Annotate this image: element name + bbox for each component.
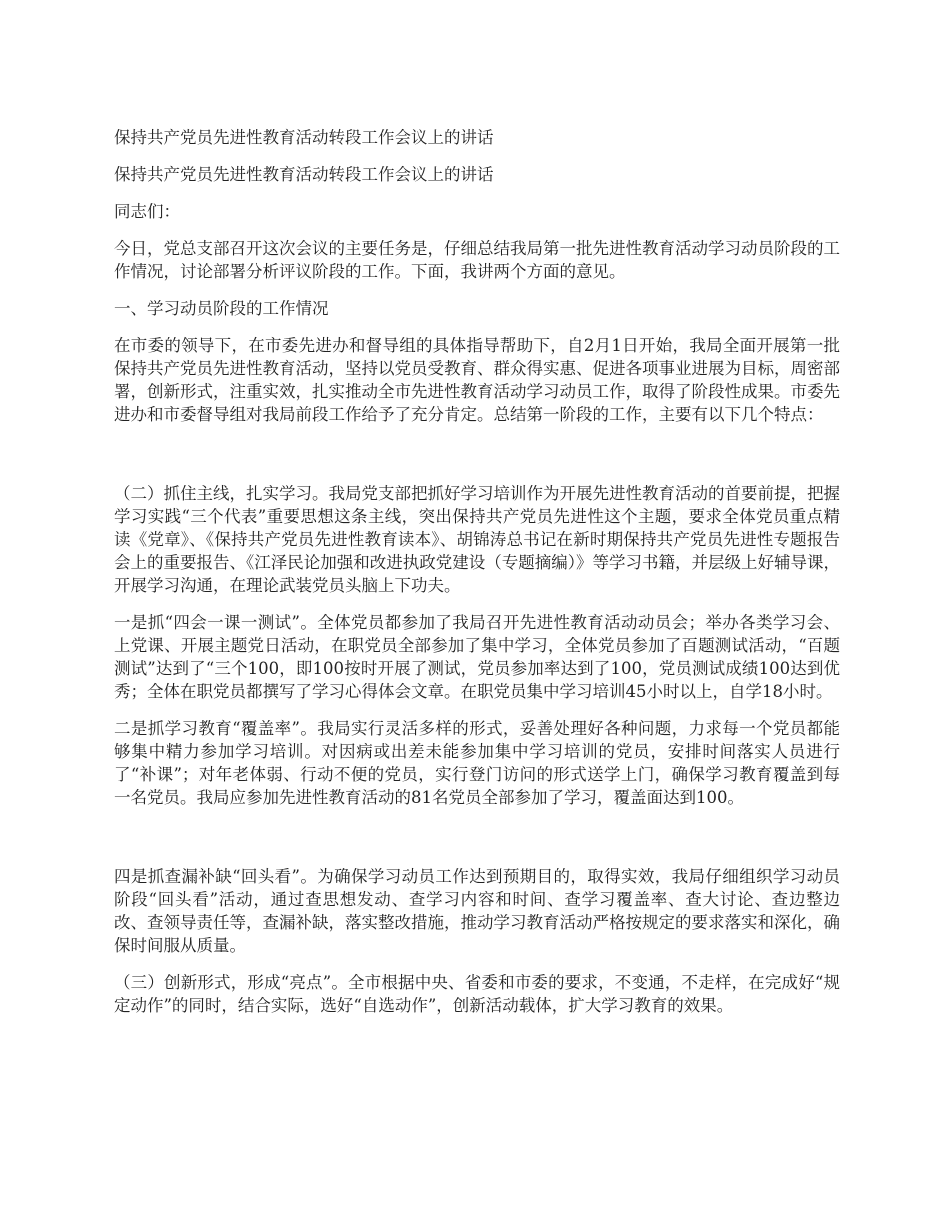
point-two-paragraph: （二）抓住主线，扎实学习。我局党支部把抓好学习培训作为开展先进性教育活动的首要前提，把握学习实践“三个代表”重要思想这条主线，突出保持共产党员先进性这个主题，要求全体党员重点精读《党章》、《保持共产党员先进性教育读本》、胡锦涛总书记在新时期保持共产党员先进性专题报告会上的重要报告、《江泽民论加强和改进执政党建设（专题摘编）》等学习书籍，并层级上好辅导课，开展学习沟通，在理论武装党员头脑上下功夫。 [114, 484, 840, 595]
document-subtitle: 保持共产党员先进性教育活动转段工作会议上的讲话 [114, 165, 494, 184]
point-three-paragraph: （三）创新形式，形成“亮点”。全市根据中央、省委和市委的要求，不变通，不走样，在完成好“规定动作”的同时，结合实际，选好“自选动作”，创新活动载体，扩大学习教育的效果。 [114, 973, 840, 1015]
item-four-paragraph: 四是抓查漏补缺“回头看”。为确保学习动员工作达到预期目的，取得实效，我局仔细组织学习动员阶段“回头看”活动，通过查思想发动、查学习内容和时间、查学习覆盖率、查大讨论、查边整边改、查领导责任等，查漏补缺，落实整改措施，推动学习教育活动严格按规定的要求落实和深化，确保时间服从质量。 [114, 867, 840, 955]
item-two-paragraph: 二是抓学习教育“覆盖率”。我局实行灵活多样的形式，妥善处理好各种问题，力求每一个党员都能够集中精力参加学习培训。对因病或出差未能参加集中学习培训的党员，安排时间落实人员进行了“补课”；对年老体弱、行动不便的党员，实行登门访问的形式送学上门，确保学习教育覆盖到每一名党员。我局应参加先进性教育活动的81名党员全部参加了学习，覆盖面达到100。 [114, 719, 840, 807]
document-title: 保持共产党员先进性教育活动转段工作会议上的讲话 [114, 128, 494, 147]
salutation: 同志们： [114, 202, 180, 221]
document-page [114, 122, 840, 1017]
section-heading: 一、学习动员阶段的工作情况 [114, 299, 329, 318]
item-one-paragraph: 一是抓“四会一课一测试”。全体党员都参加了我局召开先进性教育活动动员会；举办各类学习会、上党课、开展主题党日活动，在职党员全部参加了集中学习，全体党员参加了百题测试活动，“百题测试”达到了“三个100，即100按时开展了测试，党员参加率达到了100，党员测试成绩100达到优秀；全体在职党员都撰写了学习心得体会文章。在职党员集中学习培训45小时以上，自学18小时。 [114, 613, 840, 701]
intro-paragraph: 今日，党总支部召开这次会议的主要任务是，仔细总结我局第一批先进性教育活动学习动员阶段的工作情况，讨论部署分析评议阶段的工作。下面，我讲两个方面的意见。 [114, 239, 840, 281]
overview-paragraph: 在市委的领导下，在市委先进办和督导组的具体指导帮助下，自2月1日开始，我局全面开展第一批保持共产党员先进性教育活动，坚持以党员受教育、群众得实惠、促进各项事业进展为目标，周密部署，创新形式，注重实效，扎实推动全市先进性教育活动学习动员工作，取得了阶段性成果。市委先进办和市委督导组对我局前段工作给予了充分肯定。总结第一阶段的工作，主要有以下几个特点： [114, 336, 840, 424]
